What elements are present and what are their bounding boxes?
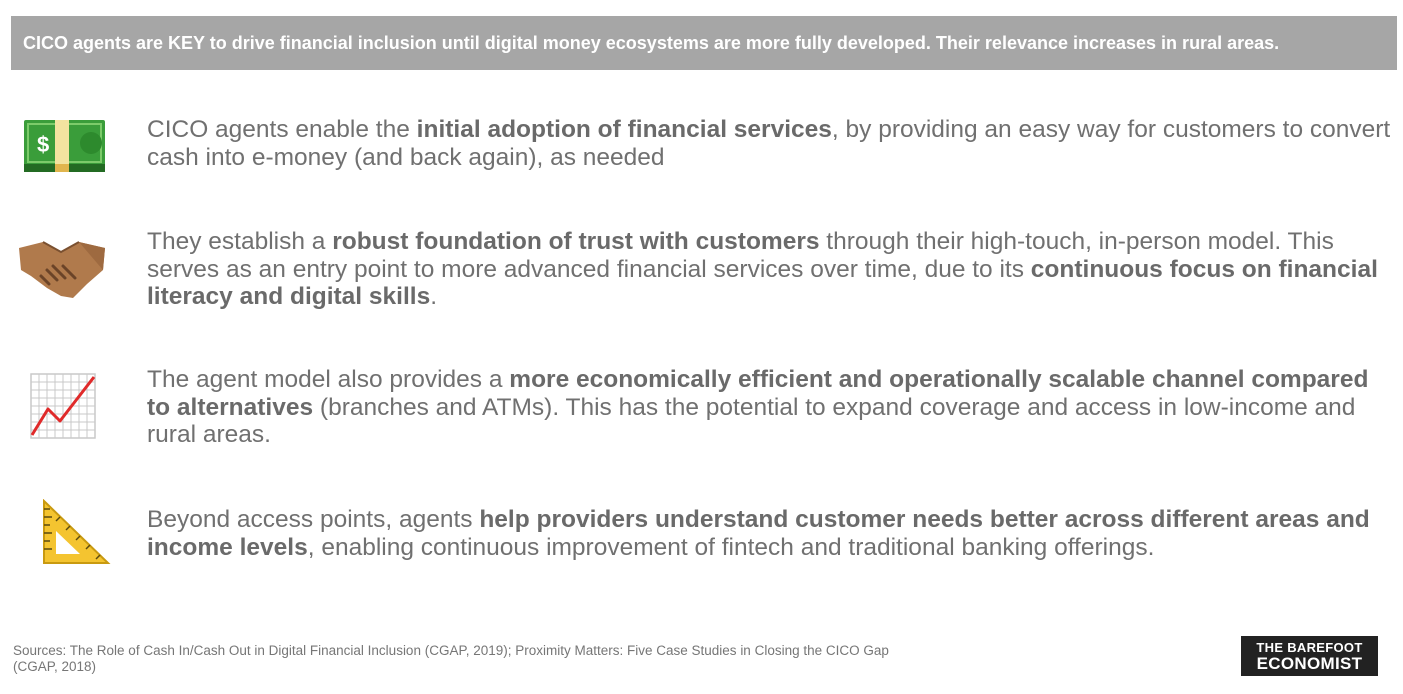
item-2-text: They establish a robust foundation of trust with customers through their high-touch, in-person model. This serves as an entry point to more advanced financial services over time, due to its continuous focus on financial literacy and digital skills. [147, 228, 1378, 310]
sources-text: Sources: The Role of Cash In/Cash Out in Digital Financial Inclusion (CGAP, 2019); Proximity Matters: Five Case Studies in Closing the CICO Gap (CGAP, 2018) [13, 643, 889, 674]
brand-logo [1241, 636, 1378, 676]
header-banner [11, 16, 1397, 70]
chart-increasing-icon [30, 373, 96, 439]
logo-line-2: ECONOMIST [1256, 654, 1363, 673]
header-text: CICO agents are KEY to drive financial inclusion until digital money ecosystems are more fully developed. Their relevance increases in rural areas. [23, 32, 1280, 53]
handshake-icon [17, 236, 107, 302]
money-icon [22, 118, 107, 174]
triangular-ruler-icon [40, 499, 112, 567]
item-1-text: CICO agents enable the initial adoption of financial services, by providing an easy way for customers to convert cash into e-money (and back again), as needed [147, 116, 1391, 171]
svg-text:$: $ [37, 132, 50, 157]
item-3-text: The agent model also provides a more economically efficient and operationally scalable channel compared to alternatives (branches and ATMs). This has the potential to expand coverage and access in low-income and rural areas. [147, 366, 1369, 448]
logo-line-1: THE BAREFOOT [1256, 640, 1363, 655]
item-4-text: Beyond access points, agents help providers understand customer needs better across different areas and income levels, enabling continuous improvement of fintech and traditional banking offerings. [147, 506, 1370, 561]
